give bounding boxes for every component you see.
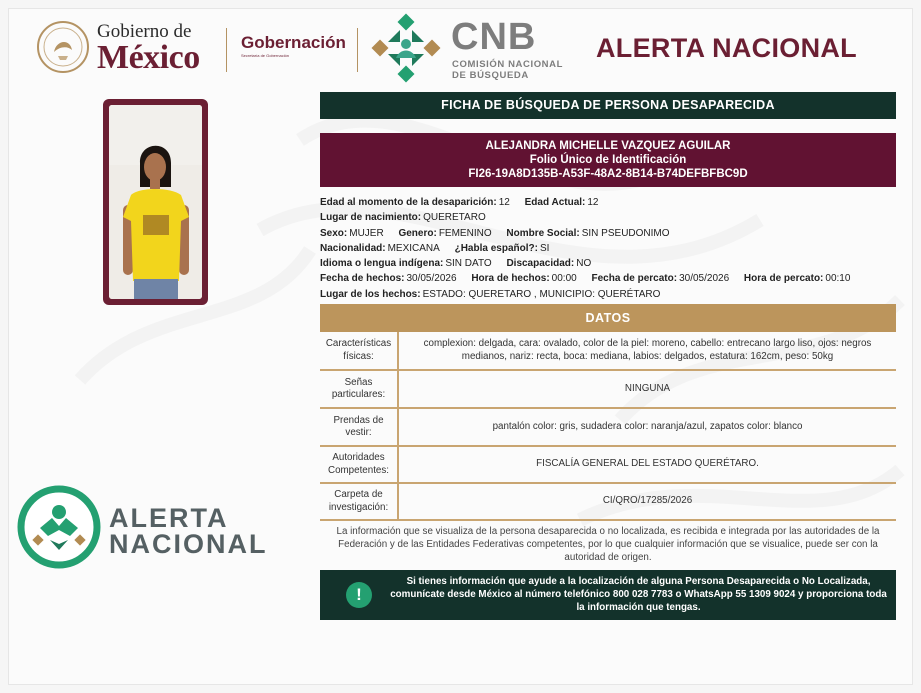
datos-key-carpeta: Carpeta de investigación:: [320, 483, 398, 520]
detail-row-lugar-hechos: [320, 287, 896, 302]
fecha-percato-label: Fecha de percato:: [591, 273, 678, 285]
gobernacion-logo: Gobernación: [241, 33, 346, 52]
detail-row-nacionalidad: [320, 241, 896, 256]
nacionalidad-value: MEXICANA: [387, 242, 440, 254]
person-photo-illustration: [109, 105, 202, 299]
header-divider-2: [357, 28, 358, 72]
edad-desap-label: Edad al momento de la desaparición:: [320, 197, 497, 208]
discapacidad-value: NO: [576, 258, 592, 270]
datos-value-autoridades: FISCALÍA GENERAL DEL ESTADO QUERÉTARO.: [398, 446, 896, 483]
datos-value-carpeta: CI/QRO/17285/2026: [398, 483, 896, 520]
escudo-nacional-seal: [36, 20, 90, 74]
habla-value: SI: [539, 242, 550, 254]
gobierno-line1: Gobierno de: [97, 21, 192, 42]
person-name: ALEJANDRA MICHELLE VAZQUEZ AGUILAR: [485, 140, 731, 152]
fecha-hechos-value: 30/05/2026: [406, 273, 457, 285]
table-row: [320, 370, 896, 408]
detail-row-nacimiento: [320, 210, 896, 225]
nombre-social-value: SIN PSEUDONIMO: [581, 227, 670, 239]
genero-label: Genero:: [398, 227, 437, 239]
datos-key-prendas: Prendas de vestir:: [320, 408, 398, 446]
edad-actual-value: 12: [587, 197, 599, 208]
genero-value: FEMENINO: [438, 227, 492, 239]
brand-alerta: ALERTA: [109, 503, 229, 533]
fecha-hechos-label: Fecha de hechos:: [320, 273, 405, 285]
hora-hechos-value: 00:00: [551, 273, 577, 285]
ficha-title: FICHA DE BÚSQUEDA DE PERSONA DESAPARECIDA: [320, 92, 896, 119]
table-row: [320, 446, 896, 483]
person-details: [320, 195, 896, 302]
datos-value-prendas: pantalón color: gris, sudadera color: naranja/azul, zapatos color: blanco: [398, 408, 896, 446]
brand-nacional: NACIONAL: [109, 529, 268, 559]
datos-key-autoridades: Autoridades Competentes:: [320, 446, 398, 483]
habla-label: ¿Habla español?:: [454, 242, 538, 254]
detail-row-idioma: [320, 256, 896, 271]
gobernacion-sub: Secretaría de Gobernación: [241, 53, 290, 58]
cnb-subtitle: [452, 59, 563, 81]
datos-key-senas: Señas particulares:: [320, 370, 398, 408]
exclamation-icon: !: [346, 582, 372, 608]
datos-title: DATOS: [320, 304, 896, 332]
datos-key-caracteristicas: Características físicas:: [320, 332, 398, 370]
hora-percato-value: 00:10: [825, 273, 851, 285]
edad-desap-value: 12: [498, 197, 510, 208]
person-photo: [109, 105, 202, 299]
photo-frame: [103, 99, 208, 305]
contact-info-bar: [320, 570, 896, 620]
lugar-hechos-label: Lugar de los hechos:: [320, 288, 421, 300]
nacionalidad-label: Nacionalidad:: [320, 242, 386, 254]
cnb-title: CNB: [451, 16, 537, 58]
sexo-label: Sexo:: [320, 227, 348, 239]
cnb-flower-logo-icon: [371, 13, 441, 83]
alerta-nacional-logo-icon: [16, 484, 102, 570]
fecha-percato-value: 30/05/2026: [679, 273, 730, 285]
detail-row-sexo: [320, 226, 896, 241]
disclaimer-note: La información que se visualiza de la persona desaparecida o no localizada, es recibida e integrada por las autoridades de la Federación y de las Entidades Federativas competentes, por lo que cualquier información que se visualice, puede ser con la autoridad de origen.: [336, 526, 880, 563]
ficha-main: [320, 92, 896, 620]
lugar-nac-value: QUERETARO: [423, 212, 486, 224]
detail-row-edad: [320, 195, 896, 210]
nombre-social-label: Nombre Social:: [506, 227, 580, 239]
idioma-label: Idioma o lengua indígena:: [320, 258, 444, 270]
hora-percato-label: Hora de percato:: [743, 273, 824, 285]
alerta-nacional-brand-text: [109, 505, 268, 557]
datos-value-caracteristicas: complexion: delgada, cara: ovalado, color de la piel: moreno, cabello: entrecano largo liso, ojos: negros medianos, nariz: recta, boca: mediana, labios: delgados, estatura: 162cm, peso: 50kg: [398, 332, 896, 370]
header-divider-1: [226, 28, 227, 72]
cnb-sub-line2: DE BÚSQUEDA: [452, 70, 529, 81]
detail-row-fechas: [320, 271, 896, 286]
mexico-line2: México: [97, 39, 200, 76]
sexo-value: MUJER: [349, 227, 384, 239]
datos-value-senas: NINGUNA: [398, 370, 896, 408]
person-name-box: [320, 133, 896, 187]
lugar-hechos-value: ESTADO: QUERETARO , MUNICIPIO: QUERÉTARO: [422, 288, 661, 300]
folio-label: Folio Único de Identificación: [529, 154, 687, 166]
gobierno-de-mexico-logo: [97, 22, 200, 75]
table-row: [320, 408, 896, 446]
hora-hechos-label: Hora de hechos:: [471, 273, 550, 285]
folio-value[interactable]: FI26-19A8D135B-A53F-48A2-8B14-B74DEFBFBC9D: [468, 168, 748, 180]
alerta-nacional-header: ALERTA NACIONAL: [596, 33, 857, 63]
idioma-value: SIN DATO: [445, 258, 492, 270]
table-row: [320, 332, 896, 370]
discapacidad-label: Discapacidad:: [506, 258, 575, 270]
cnb-sub-line1: COMISIÓN NACIONAL: [452, 59, 564, 70]
table-row: [320, 483, 896, 520]
contact-info-text: Si tienes información que ayude a la localización de alguna Persona Desaparecida o No Localizada, comunícate desde México al número telefónico 800 028 7783 o WhatsApp 55 1309 9024 y proporciona toda la información que tengas.: [390, 576, 887, 614]
edad-actual-label: Edad Actual:: [524, 197, 586, 208]
lugar-nac-label: Lugar de nacimiento:: [320, 212, 422, 224]
datos-table: [320, 332, 896, 521]
